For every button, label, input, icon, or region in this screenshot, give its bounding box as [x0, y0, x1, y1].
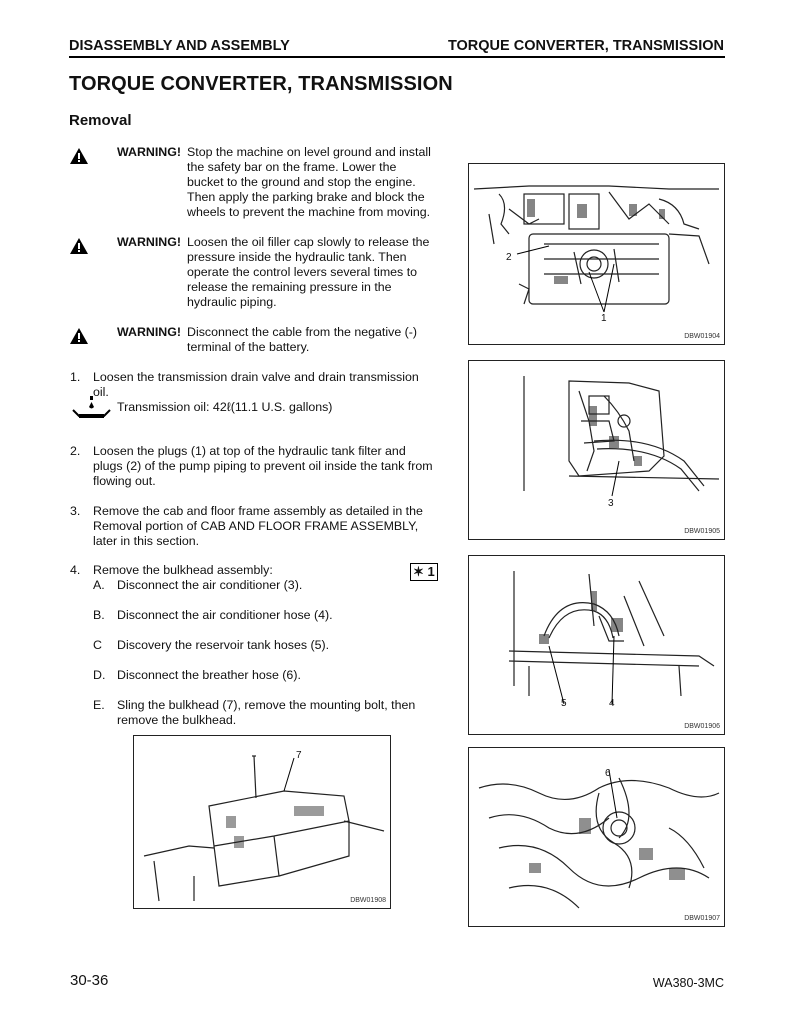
warning-triangle-icon: [70, 148, 88, 164]
step-line: Removal portion of CAB AND FLOOR FRAME ASSEMBLY,: [93, 519, 419, 533]
warning-line: hydraulic piping.: [187, 295, 277, 309]
oil-capacity-note: Transmission oil: 42ℓ(11.1 U.S. gallons): [117, 400, 333, 414]
warning-label: WARNING!: [117, 235, 182, 249]
step-line: Remove the bulkhead assembly:: [93, 563, 273, 577]
figure-code: DBW01904: [684, 333, 720, 340]
step-line: flowing out.: [93, 474, 156, 488]
figure-code: DBW01906: [684, 723, 720, 730]
breather-hose-illustration: [469, 748, 724, 926]
reference-badge: ✶ 1: [410, 563, 438, 581]
callout-3: 3: [608, 498, 614, 509]
callout-7: 7: [296, 750, 302, 761]
warning-line: wheels to prevent the machine from moving.: [187, 205, 431, 219]
substep-line: Disconnect the breather hose (6).: [117, 668, 301, 682]
step-line: later in this section.: [93, 534, 200, 548]
warning-line: operate the control levers several times to: [187, 265, 418, 279]
substep-letter: B.: [93, 608, 105, 622]
callout-1: 1: [601, 313, 607, 324]
running-header-right: TORQUE CONVERTER, TRANSMISSION: [447, 38, 724, 54]
figure-dbw01907: [468, 747, 725, 927]
callout-6: 6: [605, 768, 611, 779]
step-number: 1.: [70, 370, 81, 384]
warning-line: Loosen the oil filler cap slowly to release the: [187, 235, 430, 249]
figure-code: DBW01907: [684, 915, 720, 922]
warning-triangle-icon: [70, 238, 88, 254]
warning-line: bucket to the ground and stop the engine.: [187, 175, 416, 189]
air-conditioner-illustration: [469, 361, 724, 539]
figure-dbw01904: [468, 163, 725, 345]
step-number: 3.: [70, 504, 81, 518]
substep-letter: D.: [93, 668, 106, 682]
warning-line: the safety bar on the frame. Lower the: [187, 160, 397, 174]
warning-line: Stop the machine on level ground and install: [187, 145, 431, 159]
warning-line: Then apply the parking brake and block the: [187, 190, 425, 204]
substep-line: Disconnect the air conditioner hose (4).: [117, 608, 333, 622]
page-number: 30-36: [70, 972, 109, 989]
figure-dbw01908: [133, 735, 391, 909]
callout-4: 4: [609, 698, 615, 709]
substep-letter: E.: [93, 698, 105, 712]
warning-line: Disconnect the cable from the negative (-): [187, 325, 418, 339]
figure-code: DBW01908: [350, 897, 386, 904]
warning-label: WARNING!: [117, 145, 182, 159]
substep-letter: A.: [93, 578, 105, 592]
substep-line: Discovery the reservoir tank hoses (5).: [117, 638, 330, 652]
model-number: WA380-3MC: [652, 976, 724, 990]
header-rule: [69, 56, 725, 58]
step-number: 2.: [70, 444, 81, 458]
warning-triangle-icon: [70, 328, 88, 344]
figure-code: DBW01905: [684, 528, 720, 535]
running-header-left: DISASSEMBLY AND ASSEMBLY: [69, 38, 290, 54]
page-title: TORQUE CONVERTER, TRANSMISSION: [69, 73, 453, 95]
step-line: Remove the cab and floor frame assembly as detailed in the: [93, 504, 423, 518]
warning-line: terminal of the battery.: [187, 340, 310, 354]
substep-line: remove the bulkhead.: [117, 713, 237, 727]
substep-line: Disconnect the air conditioner (3).: [117, 578, 303, 592]
step-line: Loosen the plugs (1) at top of the hydraulic tank filter and: [93, 444, 406, 458]
substep-letter: C: [93, 638, 102, 652]
figure-dbw01905: [468, 360, 725, 540]
figure-dbw01906: [468, 555, 725, 735]
warning-line: release the remaining pressure in the: [187, 280, 392, 294]
callout-2: 2: [506, 252, 512, 263]
warning-label: WARNING!: [117, 325, 182, 339]
callout-5: 5: [561, 698, 567, 709]
step-number: 4.: [70, 563, 81, 577]
step-line: plugs (2) of the pump piping to prevent oil inside the tank from: [93, 459, 433, 473]
oil-drain-icon: [71, 396, 111, 420]
step-line: oil.: [93, 385, 109, 399]
substep-line: Sling the bulkhead (7), remove the mounting bolt, then: [117, 698, 416, 712]
warning-line: pressure inside the hydraulic tank. Then: [187, 250, 407, 264]
bulkhead-illustration: [134, 736, 390, 908]
section-heading: Removal: [69, 112, 132, 129]
reservoir-hose-illustration: [469, 556, 724, 734]
step-line: Loosen the transmission drain valve and drain transmission: [93, 370, 419, 384]
